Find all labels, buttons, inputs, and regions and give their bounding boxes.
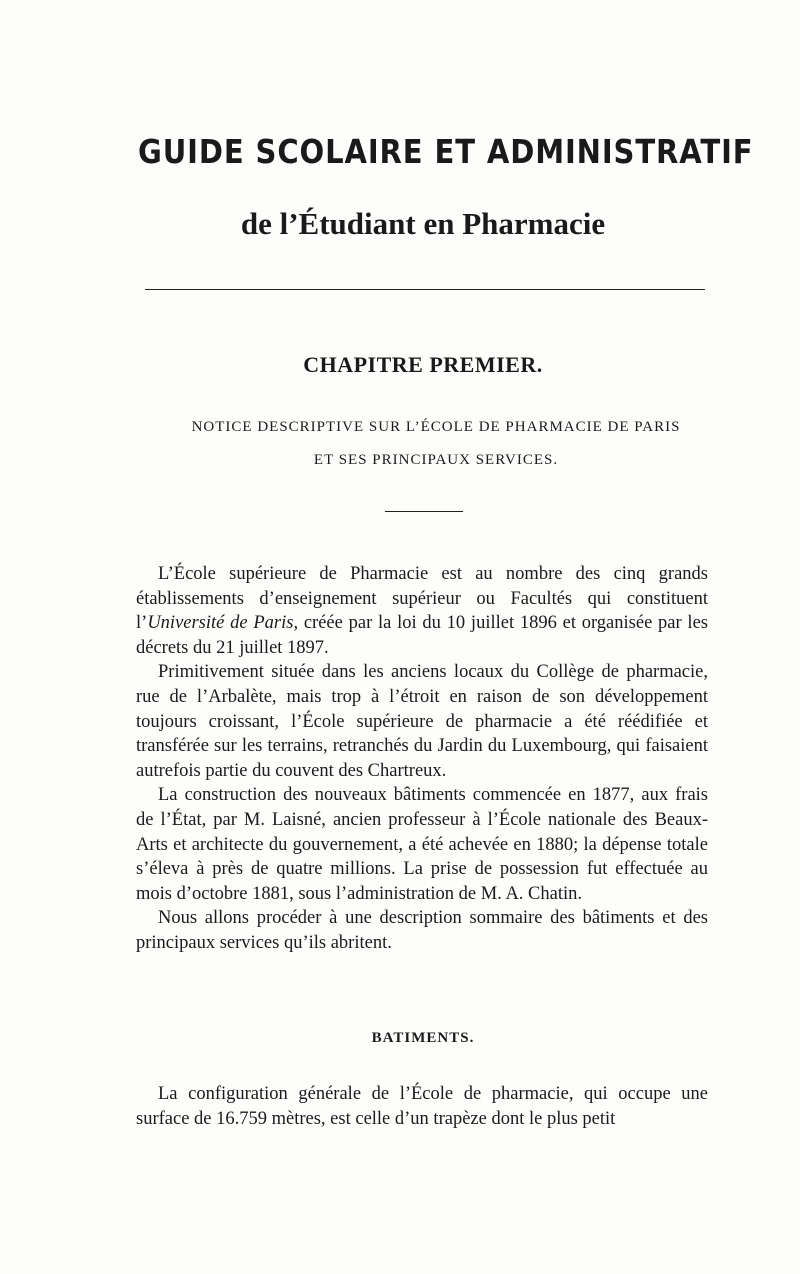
section-paragraph-1: La configuration générale de l’École de pharmacie, qui occupe une surface de 16.759 mètres, est celle d’un trapèze dont le plus petit xyxy=(136,1084,708,1129)
paragraph-3: La construction des nouveaux bâtiments commencée en 1877, aux frais de l’État, par M. Laisné, ancien professeur à l’École nationale des Beaux-Arts et architecte du gouvernement, a été achevée en 1880; la dépense totale s’éleva à près de quatre millions. La prise de possession fut effectuée au mois d’octobre 1881, sous l’administration de M. A. Chatin. xyxy=(136,785,708,904)
chapter-notice-line-1: NOTICE DESCRIPTIVE SUR L’ÉCOLE DE PHARMACIE DE PARIS xyxy=(191,419,681,435)
intro-text xyxy=(136,562,708,956)
chapter-divider xyxy=(385,511,463,512)
paragraph-2: Primitivement située dans les anciens locaux du Collège de pharmacie, rue de l’Arbalète, mais trop à l’étroit en raison de son développement toujours croissant, l’École supérieure de pharmacie a été réédifiée et transférée sur les terrains, retranchés du Jardin du Luxembourg, qui faisaient autrefois partie du couvent des Chartreux. xyxy=(136,662,708,781)
title-divider xyxy=(145,289,705,290)
section-heading: BATIMENTS. xyxy=(371,1030,475,1046)
chapter-notice-line-2: ET SES PRINCIPAUX SERVICES. xyxy=(313,452,559,468)
book-subtitle: de l’Étudiant en Pharmacie xyxy=(240,206,606,241)
paragraph-1-end: , créée par la loi du 10 juillet 1896 et organisée par les décrets du 21 juillet 1897. xyxy=(136,613,708,658)
paragraph-1-start: L’École supérieure de Pharmacie est au nombre des cinq grands établissements d’enseignement supérieur ou Facultés qui constituent l’ xyxy=(136,564,708,634)
paragraph-1 xyxy=(136,562,708,660)
section-text xyxy=(136,1082,708,1131)
paragraph-4: Nous allons procéder à une description sommaire des bâtiments et des principaux services qu’ils abritent. xyxy=(136,908,708,953)
chapter-heading: CHAPITRE PREMIER. xyxy=(303,352,543,377)
paragraph-1-italic: Université de Paris xyxy=(147,613,294,634)
book-title: GUIDE SCOLAIRE ET ADMINISTRATIF xyxy=(138,132,754,171)
